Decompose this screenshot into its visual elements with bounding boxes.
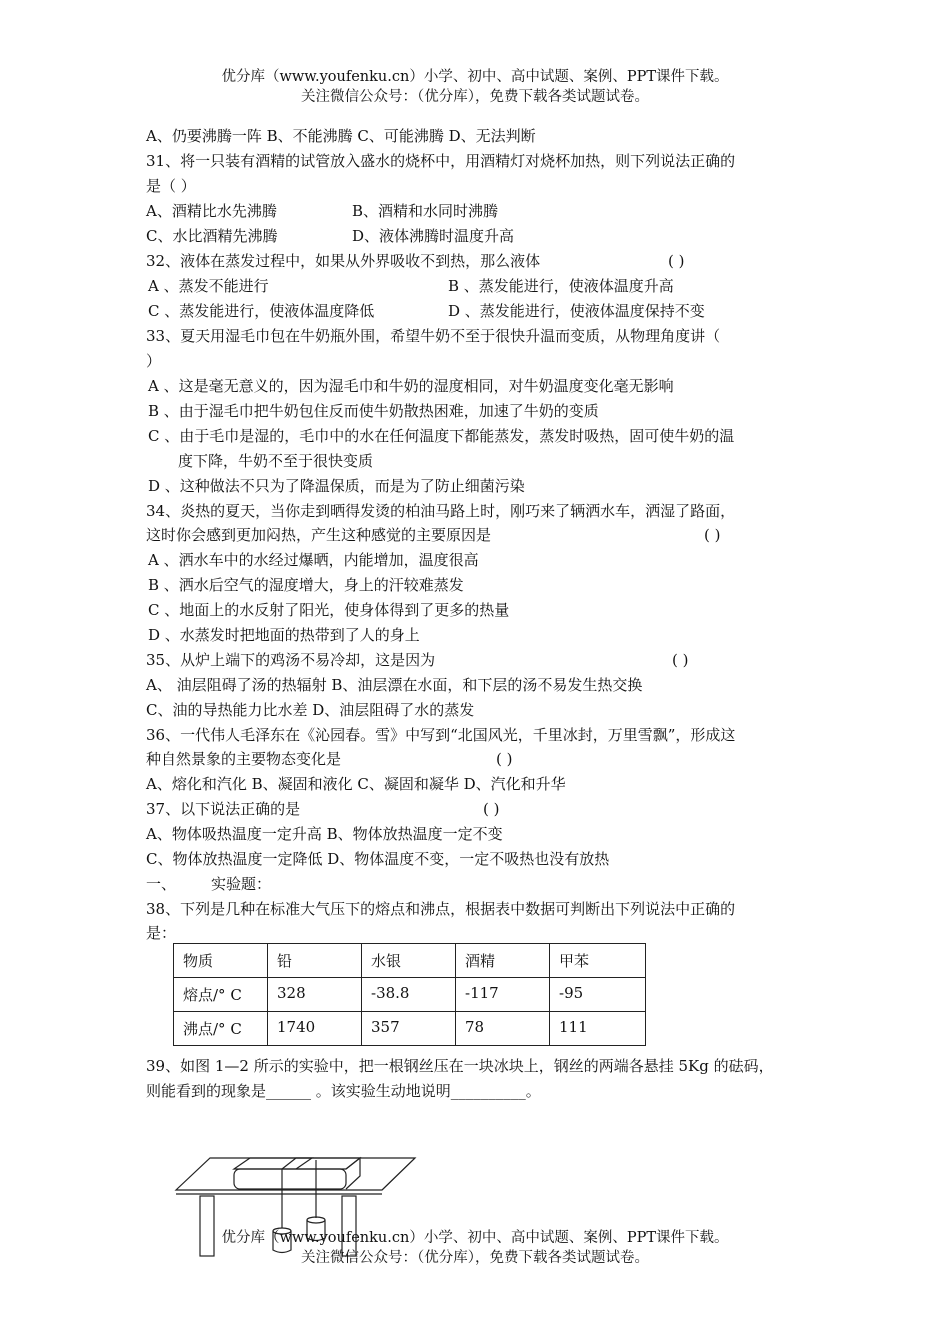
q37-options-cd: C、物体放热温度一定降低 D、物体温度不变，一定不吸热也没有放热 [146,850,610,868]
q34-option-b: B 、洒水后空气的湿度增大，身上的汗较难蒸发 [148,576,464,594]
q37-options-ab: A、物体吸热温度一定升高 B、物体放热温度一定不变 [146,825,503,843]
table-cell: 328 [268,978,362,1012]
section-title: 实验题： [211,875,272,893]
q31-stem-2: 是（ ） [146,177,196,195]
q31-option-c: C、水比酒精先沸腾 [146,227,278,245]
q34-answer-paren: ( ) [704,526,721,544]
section-number: 一、 [146,875,177,893]
footer-line-2: 关注微信公众号：（优分库），免费下载各类试题试卷。 [301,1250,649,1266]
q33-option-c-1: C 、由于毛巾是湿的，毛巾中的水在任何温度下都能蒸发，蒸发时吸热，固可使牛奶的温 [148,427,735,445]
q36-options: A、熔化和汽化 B、凝固和液化 C、凝固和凝华 D、汽化和升华 [146,775,566,793]
table-cell: 1740 [268,1012,362,1046]
table-cell: 357 [362,1012,456,1046]
table-header-cell: 酒精 [456,944,550,978]
table-cell: 熔点/° C [174,978,268,1012]
q32-answer-paren: ( ) [668,252,685,270]
q33-stem-2: ） [146,352,162,370]
footer-line-1: 优分库（www.youfenku.cn）小学、初中、高中试题、案例、PPT课件下载。 [221,1230,729,1246]
table-cell: 111 [550,1012,646,1046]
q39-stem-1: 39、如图 1—2 所示的实验中，把一根钢丝压在一块冰块上，钢丝的两端各悬挂 5Kg 的砝码， [146,1057,774,1075]
q35-options-cd: C、油的导热能力比水差 D、油层阻碍了水的蒸发 [146,701,475,719]
q37-stem: 37、以下说法正确的是 [146,800,301,818]
table-top [176,1158,415,1190]
q33-option-c-2: 度下降，牛奶不至于很快变质 [178,452,374,470]
q34-option-d: D 、水蒸发时把地面的热带到了人的身上 [148,626,420,644]
table-cell: -117 [456,978,550,1012]
q33-option-d: D 、这种做法不只为了降温保质，而是为了防止细菌污染 [148,477,525,495]
header-line-2: 关注微信公众号：（优分库），免费下载各类试题试卷。 [301,89,649,105]
q32-option-d: D 、蒸发能进行，使液体温度保持不变 [448,302,705,320]
q37-answer-paren: ( ) [483,800,500,818]
ice-block-top [234,1158,360,1169]
q32-option-c: C 、蒸发能进行，使液体温度降低 [148,302,375,320]
ice-block [234,1169,346,1189]
q32-option-b: B 、蒸发能进行，使液体温度升高 [448,277,674,295]
q35-options-ab: A、 油层阻碍了汤的热辐射 B、油层漂在水面，和下层的汤不易发生热交换 [146,676,643,694]
q39-stem-2: 则能看到的现象是______ 。该实验生动地说明__________。 [146,1082,541,1100]
q35-stem: 35、从炉上端下的鸡汤不易冷却，这是因为 [146,651,436,669]
table-header-cell: 甲苯 [550,944,646,978]
q31-option-b: B、酒精和水同时沸腾 [352,202,499,220]
header-line-1: 优分库（www.youfenku.cn）小学、初中、高中试题、案例、PPT课件下载。 [221,69,729,85]
q36-stem-1: 36、一代伟人毛泽东在《沁园春。雪》中写到“北国风光，千里冰封，万里雪飘”，形成这 [146,726,736,744]
q38-stem-2: 是： [146,924,177,942]
q31-option-d: D、液体沸腾时温度升高 [352,227,515,245]
melting-boiling-table [173,943,646,1046]
steel-wire [282,1158,312,1169]
q32-stem: 32、液体在蒸发过程中，如果从外界吸收不到热，那么液体 [146,252,541,270]
q38-stem-1: 38、下列是几种在标准大气压下的熔点和沸点，根据表中数据可判断出下列说法中正确的 [146,900,736,918]
q33-option-a: A 、这是毫无意义的，因为湿毛巾和牛奶的湿度相同，对牛奶温度变化毫无影响 [148,377,674,395]
q30-options: A、仍要沸腾一阵 B、不能沸腾 C、可能沸腾 D、无法判断 [146,127,536,145]
table-cell: -95 [550,978,646,1012]
q34-option-c: C 、地面上的水反射了阳光，使身体得到了更多的热量 [148,601,510,619]
q34-stem-1: 34、炎热的夏天，当你走到晒得发烫的柏油马路上时，刚巧来了辆洒水车，洒湿了路面， [146,502,736,520]
q31-stem-1: 31、将一只装有酒精的试管放入盛水的烧杯中，用酒精灯对烧杯加热，则下列说法正确的 [146,152,736,170]
table-header-cell: 物质 [174,944,268,978]
table-cell: 78 [456,1012,550,1046]
table-header-cell: 水银 [362,944,456,978]
table-row [174,978,646,1012]
q34-option-a: A 、洒水车中的水经过爆晒，内能增加，温度很高 [148,551,479,569]
table-header-row [174,944,646,978]
table-cell: 沸点/° C [174,1012,268,1046]
q34-stem-2: 这时你会感到更加闷热，产生这种感觉的主要原因是 [146,526,492,544]
table-cell: -38.8 [362,978,456,1012]
q33-stem-1: 33、夏天用湿毛巾包在牛奶瓶外围，希望牛奶不至于很快升温而变质，从物理角度讲（ [146,327,721,345]
q32-option-a: A 、蒸发不能进行 [148,277,269,295]
table-leg [200,1196,214,1256]
q31-option-a: A、酒精比水先沸腾 [146,202,277,220]
table-header-cell: 铅 [268,944,362,978]
q33-option-b: B 、由于湿毛巾把牛奶包住反而使牛奶散热困难，加速了牛奶的变质 [148,402,599,420]
q36-stem-2: 种自然景象的主要物态变化是 [146,750,342,768]
q36-answer-paren: ( ) [496,750,513,768]
table-row [174,1012,646,1046]
q35-answer-paren: ( ) [672,651,689,669]
table-leg [342,1196,356,1256]
